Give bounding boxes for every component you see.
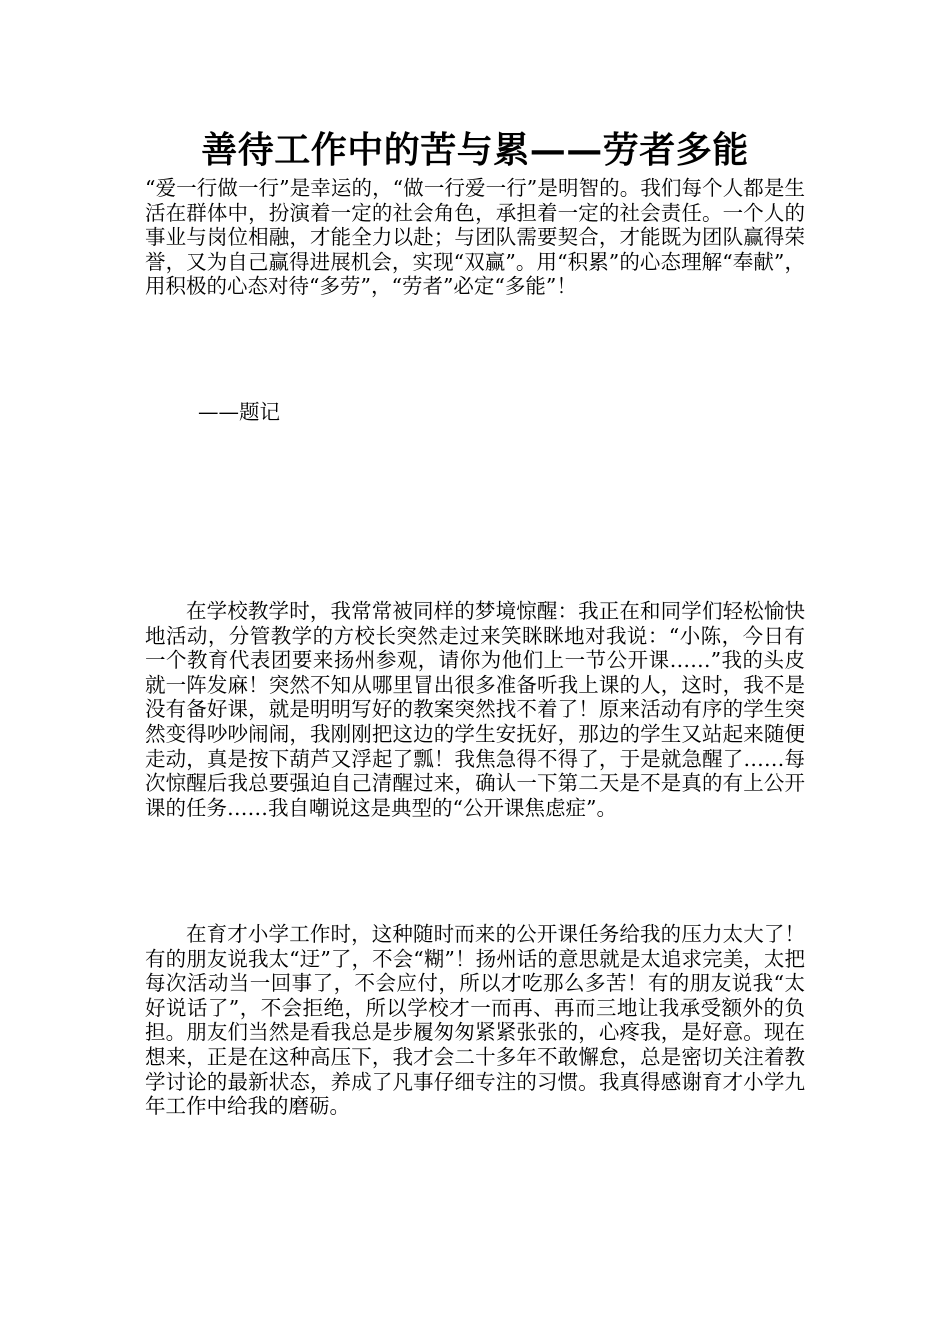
body-paragraph-1: 在学校教学时，我常常被同样的梦境惊醒：我正在和同学们轻松愉快地活动，分管教学的方校长突然走过来笑眯眯地对我说：“小陈，今日有一个教育代表团要来扬州参观，请你为他们上一节公开课……”我的头皮就一阵发麻！突然不知从哪里冒出很多准备听我上课的人，这时，我不是没有备好课，就是明明写好的教案突然找不着了！原来活动有序的学生突然变得吵吵闹闹，我刚刚把这边的学生安抚好，那边的学生又站起来随便走动，真是按下葫芦又浮起了瓢！我焦急得不得了，于是就急醒了……每次惊醒后我总要强迫自己清醒过来，确认一下第二天是不是真的有上公开课的任务……我自嘲说这是典型的“公开课焦虑症”。 (145, 599, 805, 820)
epigraph-paragraph: “爱一行做一行”是幸运的，“做一行爱一行”是明智的。我们每个人都是生活在群体中，扮演着一定的社会角色，承担着一定的社会责任。一个人的事业与岗位相融，才能全力以赴；与团队需要契合，才能既为团队赢得荣誉，又为自己赢得进展机会，实现“双赢”。用“积累”的心态理解“奉献”，用积极的心态对待“多劳”，“劳者”必定“多能”！ (145, 176, 805, 299)
page-title: 善待工作中的苦与累——劳者多能 (201, 129, 749, 171)
body-paragraph-2: 在育才小学工作时，这种随时而来的公开课任务给我的压力太大了！有的朋友说我太“迂”了，不会“糊”！扬州话的意思就是太追求完美，太把每次活动当一回事了，不会应付，所以才吃那么多苦！有的朋友说我“太好说话了”，不会拒绝，所以学校才一而再、再而三地让我承受额外的负担。朋友们当然是看我总是步履匆匆紧紧张张的，心疼我，是好意。现在想来，正是在这种高压下，我才会二十多年不敢懈怠，总是密切关注着教学讨论的最新状态，养成了凡事仔细专注的习惯。我真得感谢育才小学九年工作中给我的磨砺。 (145, 922, 805, 1119)
epigraph-attribution: ——题记 (198, 400, 280, 424)
